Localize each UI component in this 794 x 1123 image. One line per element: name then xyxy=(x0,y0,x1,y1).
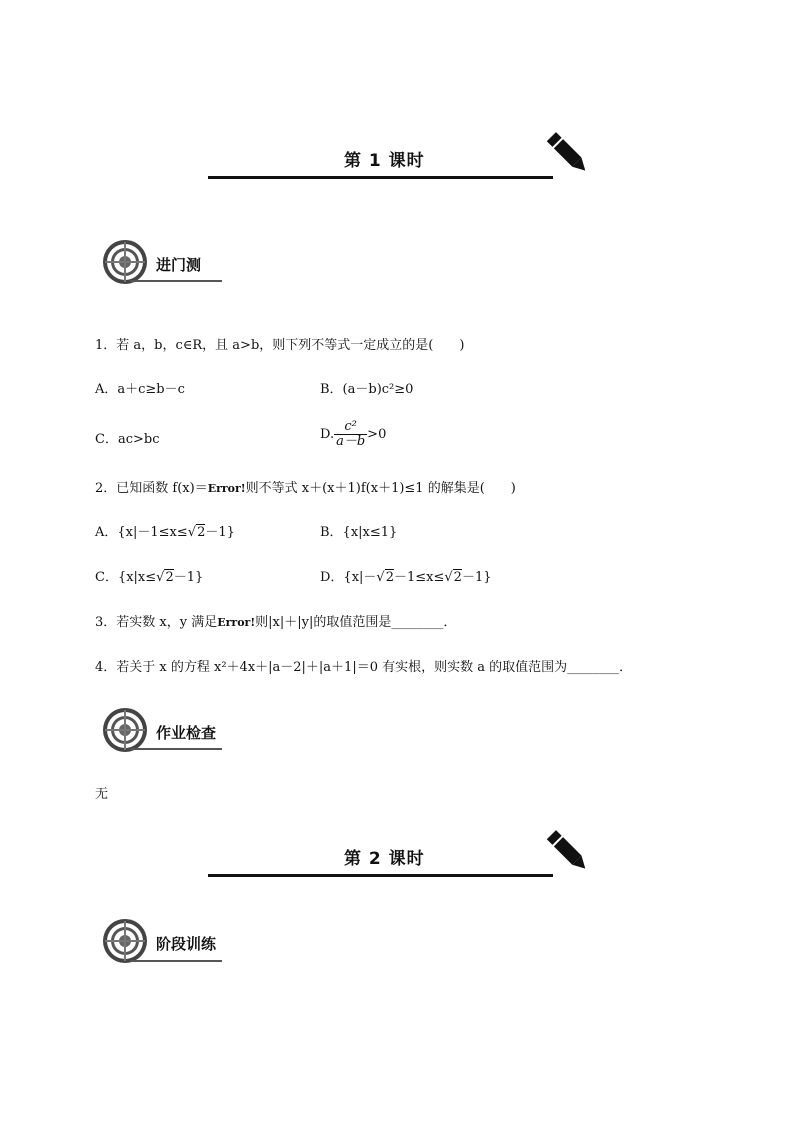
q2-option-a-radicand: 2 xyxy=(197,525,206,540)
q1-option-b: B．(a－b)c²≥0 xyxy=(320,382,414,397)
q2-option-d-text3: －1} xyxy=(461,570,492,585)
q2-option-d-text2: －1≤x≤ xyxy=(393,570,445,585)
target-icon xyxy=(101,706,149,754)
section-practice-label: 阶段训练 xyxy=(156,935,217,953)
lesson-2-title: 第 2 课时 xyxy=(344,849,425,869)
q2-stem-error: Error! xyxy=(207,482,246,495)
q4-stem: 4．若关于 x 的方程 x²＋4x＋|a－2|＋|a＋1|＝0 有实根，则实数 a 的取值范围为________． xyxy=(95,660,633,675)
q2-option-a: A．{x|－1≤x≤√2－1} xyxy=(95,525,235,540)
target-icon xyxy=(101,917,149,965)
homework-answer: 无 xyxy=(95,787,109,802)
q2-option-c-radicand: 2 xyxy=(165,570,174,585)
q3-stem-error: Error! xyxy=(217,616,256,629)
lesson-1-rule xyxy=(208,176,553,179)
q1-option-d-fraction xyxy=(334,420,367,449)
q1-option-c: C．ac>bc xyxy=(95,432,160,447)
pencil-icon xyxy=(544,128,592,180)
q1-option-d-numerator: c² xyxy=(334,420,367,435)
q3-stem-b: 则|x|＋|y|的取值范围是________． xyxy=(255,615,457,630)
q2-option-c-text2: －1} xyxy=(173,570,204,585)
q3-stem-a: 3．若实数 x，y 满足 xyxy=(95,615,218,630)
q2-option-d-radicand2: 2 xyxy=(453,570,462,585)
q2-stem-a: 2．已知函数 f(x)＝ xyxy=(95,481,208,496)
q2-option-a-text1: A．{x|－1≤x≤ xyxy=(95,525,188,540)
q1-option-a: A．a＋c≥b－c xyxy=(95,382,185,397)
q2-option-d-radicand1: 2 xyxy=(385,570,394,585)
q2-option-d-text1: D．{x|－ xyxy=(320,570,377,585)
q2-stem xyxy=(95,481,516,497)
q2-option-a-text2: －1} xyxy=(205,525,235,540)
q2-option-d: D．{x|－√2－1≤x≤√2－1} xyxy=(320,570,492,585)
q1-option-d-denominator: a－b xyxy=(336,434,366,449)
pencil-icon xyxy=(544,826,592,878)
q1-option-d-prefix: D. xyxy=(320,427,335,442)
q2-option-b: B．{x|x≤1} xyxy=(320,525,398,540)
section-entry-rule xyxy=(130,280,222,282)
q1-stem: 1．若 a，b，c∈R，且 a>b，则下列不等式一定成立的是( ) xyxy=(95,338,465,353)
lesson-1-title: 第 1 课时 xyxy=(344,151,425,171)
section-entry-label: 进门测 xyxy=(156,256,202,274)
section-homework-rule xyxy=(130,748,222,750)
q2-option-c: C．{x|x≤√2－1} xyxy=(95,570,204,585)
section-practice-rule xyxy=(130,960,222,962)
q2-option-c-text1: C．{x|x≤ xyxy=(95,570,157,585)
target-icon xyxy=(101,238,149,286)
q3-stem xyxy=(95,615,456,631)
lesson-2-rule xyxy=(208,874,553,877)
q1-option-d-suffix: >0 xyxy=(367,427,387,442)
section-homework-label: 作业检查 xyxy=(156,724,217,742)
q1-option-d xyxy=(320,420,386,449)
q2-stem-b: 则不等式 x＋(x＋1)f(x＋1)≤1 的解集是( ) xyxy=(245,481,516,496)
